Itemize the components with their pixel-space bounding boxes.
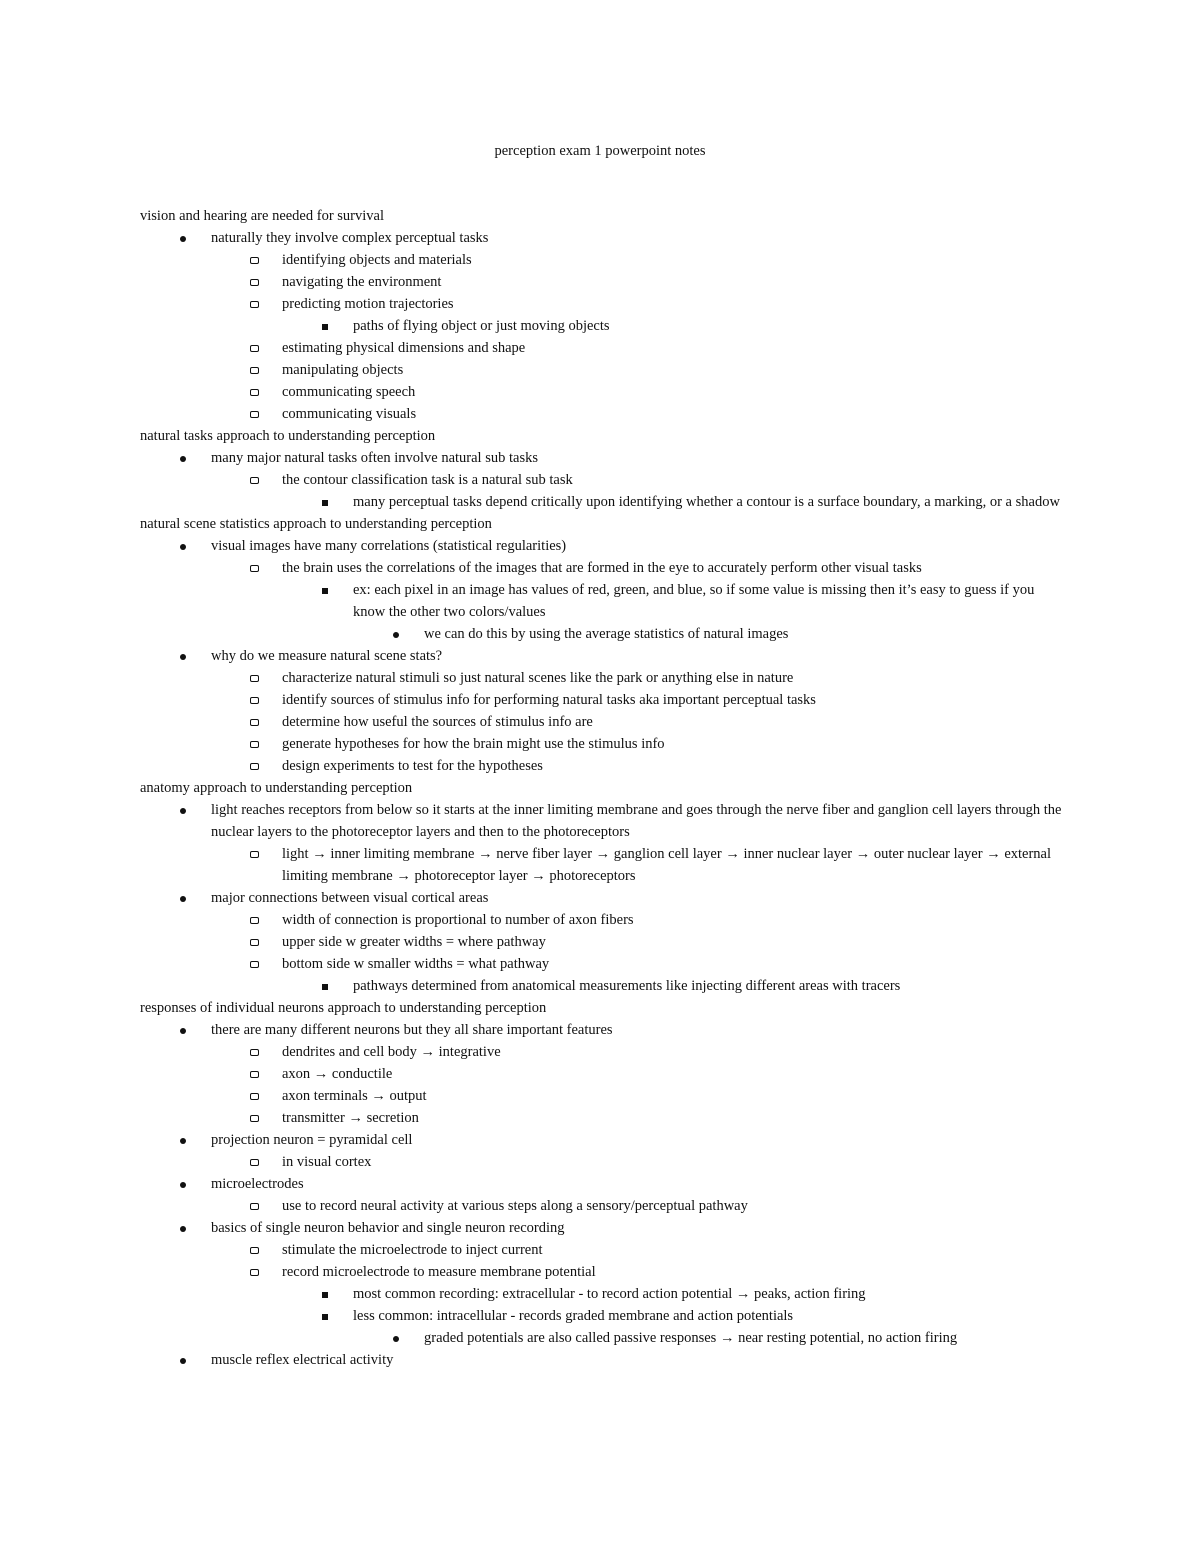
- hollow-square-bullet-icon: [247, 1107, 261, 1129]
- list-item: [140, 1151, 1070, 1173]
- list-item: [140, 975, 1070, 997]
- filled-circle-bullet-icon: [176, 1349, 190, 1371]
- list-item: [140, 447, 1070, 469]
- list-item: [140, 1019, 1070, 1041]
- list-item-text: the contour classification task is a natural sub task: [282, 472, 573, 488]
- hollow-square-bullet-icon: [247, 843, 261, 865]
- list-item: [140, 1349, 1070, 1371]
- list-item-text: vision and hearing are needed for survival: [140, 208, 384, 224]
- list-item-text: responses of individual neurons approach to understanding perception: [140, 1000, 547, 1016]
- list-item-text: natural tasks approach to understanding perception: [140, 428, 436, 444]
- hollow-square-bullet-icon: [247, 689, 261, 711]
- filled-circle-bullet-icon: [176, 799, 190, 821]
- filled-circle-bullet-icon: [176, 1129, 190, 1151]
- filled-square-bullet-icon: [318, 1283, 332, 1305]
- filled-circle-bullet-icon: [176, 1173, 190, 1195]
- section-heading: [140, 997, 1070, 1019]
- list-item: [140, 1239, 1070, 1261]
- list-item: [140, 1107, 1070, 1129]
- list-item: [140, 667, 1070, 689]
- list-item-text: identify sources of stimulus info for performing natural tasks aka important perceptual tasks: [282, 692, 816, 708]
- list-item-text: natural scene statistics approach to understanding perception: [140, 516, 492, 532]
- document-title: perception exam 1 powerpoint notes: [494, 143, 706, 159]
- list-item-text: muscle reflex electrical activity: [211, 1352, 394, 1368]
- list-item: [140, 1195, 1070, 1217]
- list-item-text: use to record neural activity at various steps along a sensory/perceptual pathway: [282, 1198, 748, 1214]
- section-heading: [140, 425, 1070, 447]
- list-item-text: upper side w greater widths = where pathway: [282, 934, 546, 950]
- list-item-text: axon terminals → output: [282, 1088, 427, 1104]
- hollow-square-bullet-icon: [247, 293, 261, 315]
- list-item-text: visual images have many correlations (statistical regularities): [211, 538, 567, 554]
- hollow-square-bullet-icon: [247, 1195, 261, 1217]
- list-item-text: estimating physical dimensions and shape: [282, 340, 526, 356]
- list-item: [140, 1085, 1070, 1107]
- list-item-text: communicating visuals: [282, 406, 417, 422]
- list-item-text: stimulate the microelectrode to inject current: [282, 1242, 543, 1258]
- list-item: [140, 1063, 1070, 1085]
- list-item-text: width of connection is proportional to number of axon fibers: [282, 912, 634, 928]
- list-item: [140, 491, 1070, 513]
- list-item-text: most common recording: extracellular - to record action potential → peaks, action firing: [353, 1286, 866, 1302]
- list-item-text: light reaches receptors from below so it starts at the inner limiting membrane and goes through the nerve fiber and ganglion cell layers through the nuclear layers to the photoreceptor layers and then to the photoreceptors: [211, 802, 1062, 840]
- list-item-text: identifying objects and materials: [282, 252, 472, 268]
- list-item-text: naturally they involve complex perceptual tasks: [211, 230, 489, 246]
- notes-outline: [140, 205, 1070, 1371]
- hollow-square-bullet-icon: [247, 1261, 261, 1283]
- hollow-square-bullet-icon: [247, 249, 261, 271]
- list-item-text: major connections between visual cortical areas: [211, 890, 489, 906]
- list-item: [140, 755, 1070, 777]
- list-item: [140, 469, 1070, 491]
- list-item-text: characterize natural stimuli so just natural scenes like the park or anything else in nature: [282, 670, 794, 686]
- list-item-text: navigating the environment: [282, 274, 442, 290]
- filled-circle-bullet-icon: [176, 535, 190, 557]
- list-item: [140, 249, 1070, 271]
- filled-circle-bullet-icon: [176, 1019, 190, 1041]
- list-item: [140, 359, 1070, 381]
- list-item: [140, 799, 1070, 843]
- filled-square-bullet-icon: [318, 975, 332, 997]
- hollow-square-bullet-icon: [247, 1239, 261, 1261]
- list-item-text: many major natural tasks often involve natural sub tasks: [211, 450, 538, 466]
- list-item-text: manipulating objects: [282, 362, 404, 378]
- hollow-square-bullet-icon: [247, 359, 261, 381]
- hollow-square-bullet-icon: [247, 557, 261, 579]
- list-item: [140, 733, 1070, 755]
- hollow-square-bullet-icon: [247, 469, 261, 491]
- list-item-text: dendrites and cell body → integrative: [282, 1044, 501, 1060]
- list-item: [140, 1327, 1070, 1349]
- list-item: [140, 1217, 1070, 1239]
- section-heading: [140, 777, 1070, 799]
- list-item: [140, 337, 1070, 359]
- filled-circle-bullet-icon: [176, 645, 190, 667]
- hollow-square-bullet-icon: [247, 931, 261, 953]
- list-item-text: determine how useful the sources of stimulus info are: [282, 714, 593, 730]
- list-item-text: the brain uses the correlations of the images that are formed in the eye to accurately perform other visual tasks: [282, 560, 922, 576]
- list-item: [140, 579, 1070, 623]
- list-item: [140, 271, 1070, 293]
- list-item-text: in visual cortex: [282, 1154, 372, 1170]
- filled-square-bullet-icon: [318, 315, 332, 337]
- section-heading: [140, 205, 1070, 227]
- list-item-text: less common: intracellular - records graded membrane and action potentials: [353, 1308, 794, 1324]
- list-item-text: there are many different neurons but they all share important features: [211, 1022, 613, 1038]
- list-item-text: graded potentials are also called passive responses → near resting potential, no action firing: [424, 1330, 958, 1346]
- hollow-square-bullet-icon: [247, 953, 261, 975]
- list-item-text: record microelectrode to measure membrane potential: [282, 1264, 596, 1280]
- hollow-square-bullet-icon: [247, 1151, 261, 1173]
- filled-square-bullet-icon: [318, 579, 332, 601]
- filled-circle-bullet-icon: [176, 887, 190, 909]
- list-item-text: many perceptual tasks depend critically upon identifying whether a contour is a surface boundary, a marking, or a shadow: [353, 494, 1060, 510]
- list-item-text: bottom side w smaller widths = what pathway: [282, 956, 550, 972]
- list-item-text: design experiments to test for the hypotheses: [282, 758, 543, 774]
- hollow-square-bullet-icon: [247, 909, 261, 931]
- list-item-text: predicting motion trajectories: [282, 296, 454, 312]
- list-item-text: why do we measure natural scene stats?: [211, 648, 443, 664]
- list-item: [140, 1283, 1070, 1305]
- list-item-text: axon → conductile: [282, 1066, 393, 1082]
- list-item: [140, 403, 1070, 425]
- list-item-text: microelectrodes: [211, 1176, 304, 1192]
- filled-square-bullet-icon: [318, 491, 332, 513]
- hollow-square-bullet-icon: [247, 1063, 261, 1085]
- list-item: [140, 535, 1070, 557]
- list-item-text: communicating speech: [282, 384, 416, 400]
- hollow-square-bullet-icon: [247, 755, 261, 777]
- list-item-text: paths of flying object or just moving objects: [353, 318, 610, 334]
- list-item: [140, 711, 1070, 733]
- filled-circle-bullet-icon: [176, 447, 190, 469]
- list-item: [140, 689, 1070, 711]
- hollow-square-bullet-icon: [247, 667, 261, 689]
- hollow-square-bullet-icon: [247, 711, 261, 733]
- list-item: [140, 1261, 1070, 1283]
- list-item: [140, 953, 1070, 975]
- list-item: [140, 1305, 1070, 1327]
- hollow-square-bullet-icon: [247, 1085, 261, 1107]
- list-item-text: transmitter → secretion: [282, 1110, 419, 1126]
- hollow-square-bullet-icon: [247, 733, 261, 755]
- filled-circle-bullet-icon: [389, 1327, 403, 1349]
- list-item: [140, 843, 1070, 887]
- list-item-text: light → inner limiting membrane → nerve fiber layer → ganglion cell layer → inner nuclear layer → outer nuclear layer → external limiting membrane → photoreceptor layer → photoreceptors: [282, 846, 1052, 884]
- list-item: [140, 645, 1070, 667]
- list-item: [140, 1041, 1070, 1063]
- hollow-square-bullet-icon: [247, 1041, 261, 1063]
- section-heading: [140, 513, 1070, 535]
- list-item: [140, 557, 1070, 579]
- list-item-text: basics of single neuron behavior and single neuron recording: [211, 1220, 565, 1236]
- list-item: [140, 315, 1070, 337]
- list-item: [140, 1173, 1070, 1195]
- list-item-text: anatomy approach to understanding perception: [140, 780, 413, 796]
- filled-circle-bullet-icon: [176, 227, 190, 249]
- hollow-square-bullet-icon: [247, 271, 261, 293]
- list-item: [140, 1129, 1070, 1151]
- filled-circle-bullet-icon: [176, 1217, 190, 1239]
- list-item-text: projection neuron = pyramidal cell: [211, 1132, 413, 1148]
- hollow-square-bullet-icon: [247, 337, 261, 359]
- list-item: [140, 381, 1070, 403]
- list-item-text: ex: each pixel in an image has values of red, green, and blue, so if some value is missing then it’s easy to guess if you know the other two colors/values: [353, 582, 1035, 620]
- filled-circle-bullet-icon: [389, 623, 403, 645]
- filled-square-bullet-icon: [318, 1305, 332, 1327]
- list-item: [140, 909, 1070, 931]
- list-item: [140, 227, 1070, 249]
- list-item: [140, 931, 1070, 953]
- list-item-text: pathways determined from anatomical measurements like injecting different areas with tracers: [353, 978, 901, 994]
- list-item-text: generate hypotheses for how the brain might use the stimulus info: [282, 736, 665, 752]
- list-item: [140, 623, 1070, 645]
- list-item-text: we can do this by using the average statistics of natural images: [424, 626, 789, 642]
- hollow-square-bullet-icon: [247, 381, 261, 403]
- hollow-square-bullet-icon: [247, 403, 261, 425]
- list-item: [140, 887, 1070, 909]
- list-item: [140, 293, 1070, 315]
